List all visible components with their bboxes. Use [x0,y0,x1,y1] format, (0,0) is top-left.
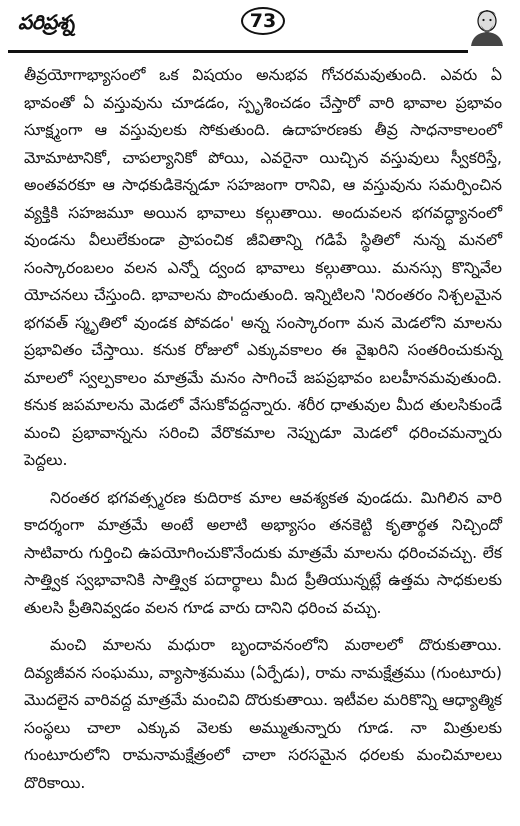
paragraph-2: నిరంతర భగవత్స్మరణ కుదిరాక మాల ఆవశ్యకత వుండదు. మిగిలిన వారి కాదర్శంగా మాత్రమే అంటే అలాటి అభ్యాసం తనకెట్టి కృతార్థత నిచ్చిందో సాటివారు గుర్తించి ఉపయోగించుకొనేందుకు మాత్రమే మాలను ధరించవచ్చు. లేక సాత్త్విక స్వభావానికి సాత్త్విక పదార్థాలు మీద ప్రీతియున్నట్లే ఉత్తమ సాధకులకు తులసి ప్రీతినివ్వడం వలన గూడ వారు దానిని ధరించ వచ్చు. [24,488,502,617]
page-body [24,62,502,807]
paragraph-1: తీవ్రయోగాభ్యాసంలో ఒక విషయం అనుభవ గోచరమవుతుంది. ఎవరు ఏ భావంతో ఏ వస్తువును చూడడం, స్పృశించడం చేస్తారో వారి భావాల ప్రభావం సూక్ష్మంగా ఆ వస్తువులకు సోకుతుంది. ఉదాహరణకు తీవ్ర సాధనాకాలంలో మోమాటానికో, చాపల్యానికో పోయి, ఎవరైనా యిచ్చిన వస్తువులు స్వీకరిస్తే, అంతవరకూ ఆ సాధకుడికెన్నడూ సహజంగా రానివి, ఆ వస్తువును సమర్పించిన వ్యక్తికి సహజమూ అయిన భావాలు కల్గుతాయి. అందువలన భగవద్ధ్యానంలో వుండను వీలులేకుండా ప్రాపంచిక జీవితాన్ని గడిపే స్థితిలో నున్న మనలో సంస్కారంబలం వలన ఎన్నో ద్వంద భావాలు కల్గుతాయి. మనస్సు కొన్నివేల యోచనలు చేస్తుంది. భావాలను పొందుతుంది. ఇన్నిటిలని 'నిరంతరం నిశ్చలమైన భగవత్ స్మృతిలో వుండక పోవడం' అన్న సంస్కారంగా మన మెడలోని మాలను ప్రభావితం చేస్తాయి. కనుక రోజులో ఎక్కువకాలం ఈ వైఖరిని సంతరించుకున్న మాలలో స్వల్పకాలం మాత్రమే మనం సాగించే జపప్రభావం బలహీనమవుతుంది. కనుక జపమాలను మెడలో వేసుకోవద్దన్నారు. శరీర ధాతువుల మీద తులసికుండే మంచి ప్రభావాన్నను సరించి వేరొకమాల నెప్పుడూ మెడలో ధరించమన్నారు పెద్దలు. [24,66,502,469]
page-header [8,4,512,70]
book-title: పరిప్రశ్న [18,10,75,34]
header-divider [8,50,468,53]
portrait-icon [468,6,506,46]
paragraph-3: మంచి మాలను మధురా బృందావనంలోని మఠాలలో దొరుకుతాయి. దివ్యజీవన సంఘము, వ్యాసాశ్రమము (ఏర్పేడు), రామ నామక్షేత్రము (గుంటూరు) మొదలైన వారివద్ద మాత్రమే మంచివి దొరుకుతాయి. ఇటీవల మరికొన్ని ఆధ్యాత్మిక సంస్థలు చాలా ఎక్కువ వెలకు అమ్ముతున్నారు గూడ. నా మిత్రులకు గుంటూరులోని రామనామక్షేత్రంలో చాలా సరసమైన ధరలకు మంచిమాలలు దొరికాయి. [24,636,502,792]
page-number: 73 [241,7,285,35]
portrait-icon [468,6,506,46]
